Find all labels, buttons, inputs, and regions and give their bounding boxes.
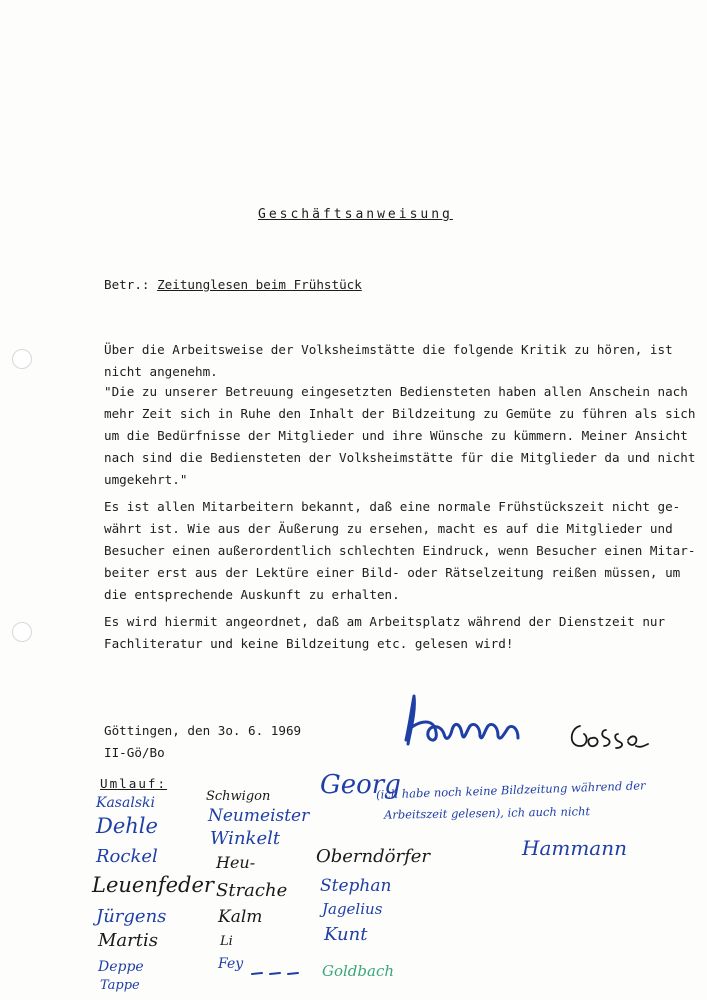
- handwritten-name: Kunt: [324, 924, 368, 945]
- handwritten-name: Strache: [216, 880, 288, 901]
- handwritten-name: Kalm: [218, 907, 263, 927]
- dash-marks: [250, 968, 300, 978]
- document-title: Geschäftsanweisung: [258, 207, 453, 222]
- handwritten-name: Jagelius: [322, 900, 383, 918]
- body-line: Es ist allen Mitarbeitern bekannt, daß eine normale Frühstückszeit nicht ge-: [104, 499, 681, 514]
- body-line: nach sind die Bediensteten der Volksheimstätte für die Mitglieder da und nicht: [104, 450, 696, 465]
- handwritten-name: Li: [220, 934, 233, 949]
- body-line: Besucher einen außerordentlich schlechten Eindruck, wenn Besucher einen Mitar-: [104, 543, 696, 558]
- subject-text: Zeitunglesen beim Frühstück: [157, 277, 362, 292]
- handwritten-name: Kasalski: [96, 795, 155, 811]
- handwritten-name: Goldbach: [322, 962, 395, 980]
- punch-hole-bottom: [12, 622, 32, 642]
- handwritten-name: Dehle: [96, 814, 158, 838]
- handwritten-name: Schwigon: [206, 789, 271, 804]
- handwritten-name: Tappe: [100, 978, 140, 993]
- subject-prefix: Betr.:: [104, 277, 150, 292]
- handwritten-name: Deppe: [98, 959, 144, 975]
- handwritten-name: Fey: [218, 956, 244, 972]
- handwritten-name: Rockel: [96, 846, 158, 867]
- body-line: beiter erst aus der Lektüre einer Bild- oder Rätselzeitung reißen müssen, um: [104, 565, 681, 580]
- signature-haun: [400, 692, 535, 752]
- body-line: umgekehrt.": [104, 472, 188, 487]
- body-line: die entsprechende Auskunft zu erhalten.: [104, 587, 400, 602]
- body-line: nicht angenehm.: [104, 364, 218, 379]
- handwritten-name: Heu-: [216, 853, 256, 872]
- body-line: währt ist. Wie aus der Äußerung zu ersehen, macht es auf die Mitglieder und: [104, 521, 673, 536]
- circulation-label: Umlauf:: [100, 776, 168, 791]
- punch-hole-top: [12, 349, 32, 369]
- body-line: um die Bedürfnisse der Mitglieder und ihre Wünsche zu kümmern. Meiner Ansicht: [104, 428, 688, 443]
- handwritten-name: Georg: [320, 770, 401, 800]
- handwritten-note: Arbeitszeit gelesen), ich auch nicht: [383, 804, 591, 822]
- handwritten-name: Neumeister: [208, 806, 310, 826]
- signature-goese: [566, 716, 651, 752]
- handwritten-name: Leuenfeder: [92, 873, 214, 897]
- handwritten-name: Oberndörfer: [316, 846, 431, 867]
- body-line: Fachliteratur und keine Bildzeitung etc. gelesen wird!: [104, 636, 514, 651]
- subject-line: [104, 277, 362, 292]
- handwritten-name: Stephan: [320, 876, 392, 896]
- handwritten-note: (ich habe noch keine Bildzeitung während der: [375, 778, 646, 802]
- handwritten-name: Winkelt: [210, 828, 281, 849]
- body-line: Es wird hiermit angeordnet, daß am Arbeitsplatz während der Dienstzeit nur: [104, 614, 666, 629]
- place-date: Göttingen, den 3o. 6. 1969: [104, 723, 302, 738]
- body-line: "Die zu unserer Betreuung eingesetzten Bediensteten haben allen Anschein nach: [104, 384, 688, 399]
- handwritten-name: Jürgens: [96, 906, 167, 927]
- reference-code: II-Gö/Bo: [104, 745, 165, 760]
- body-line: mehr Zeit sich in Ruhe den Inhalt der Bildzeitung zu Gemüte zu führen als sich: [104, 406, 696, 421]
- handwritten-name: Martis: [98, 930, 158, 951]
- body-line: Über die Arbeitsweise der Volksheimstätte die folgende Kritik zu hören, ist: [104, 342, 673, 357]
- handwritten-note-signature: Hammann: [522, 836, 627, 860]
